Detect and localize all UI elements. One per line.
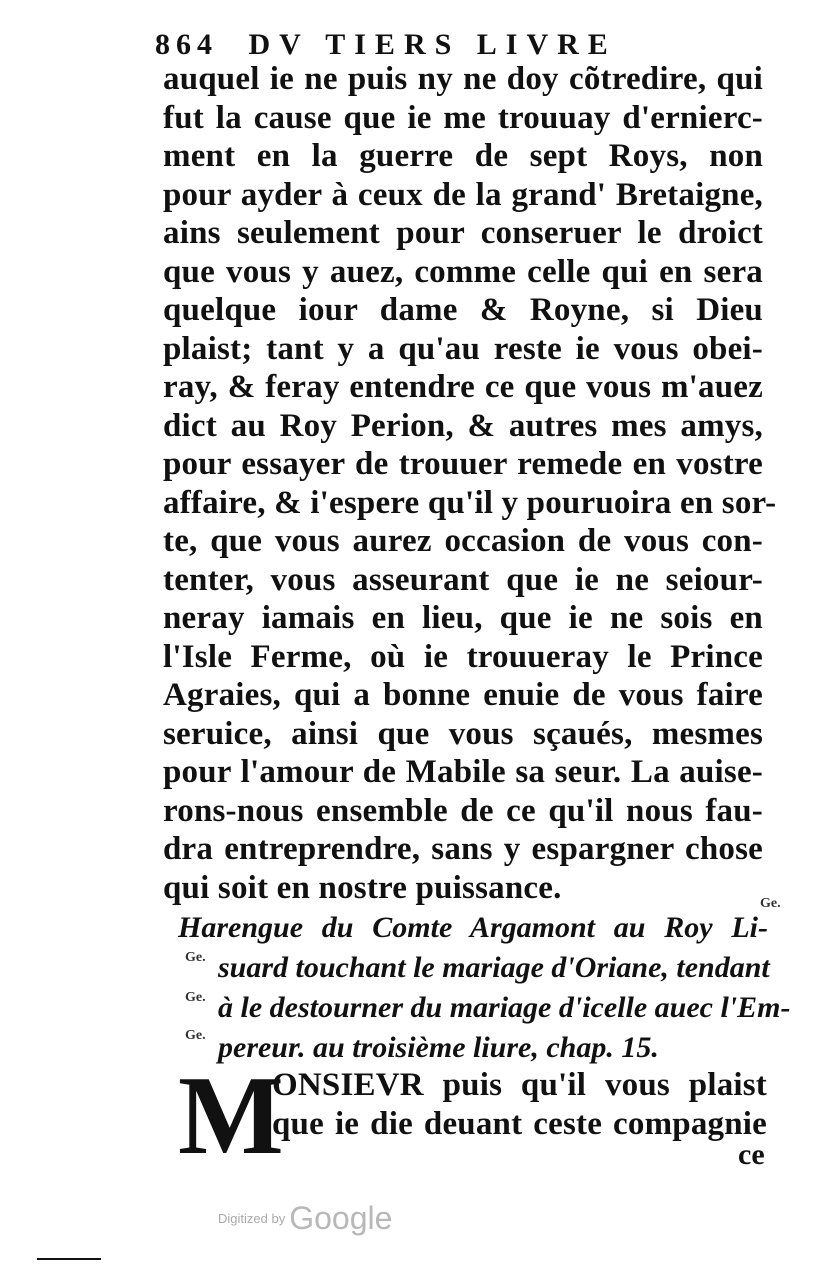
opening-paragraph — [272, 1066, 767, 1143]
text-line: dict au Roy Perion, & autres mes amys, — [163, 407, 763, 444]
text-line: seruice, ainsi que vous sçaués, mesmes — [163, 715, 763, 752]
text-line: tenter, vous asseurant que ie ne seiour- — [163, 561, 763, 598]
text-line: rons-nous ensemble de ce qu'il nous fau- — [163, 792, 763, 829]
text-line: ONSIEVR puis qu'il vous plaist — [272, 1067, 767, 1103]
margin-note: Ge. — [185, 1028, 206, 1043]
text-line: que vous y auez, comme celle qui en sera — [163, 253, 763, 290]
heading-line: pereur. au troisième liure, chap. 15. — [218, 1031, 659, 1064]
heading-line: à le destourner du mariage d'icelle auec l'Em- — [218, 991, 791, 1024]
text-line: ment en la guerre de sept Roys, non — [163, 138, 763, 174]
text-line: qui soit en nostre puissance. — [163, 869, 562, 906]
footer-rule — [37, 1258, 101, 1260]
section-heading — [178, 908, 791, 1068]
running-title: DV TIERS LIVRE — [248, 28, 617, 61]
margin-note: Ge. — [185, 950, 206, 965]
page-number: 864 — [155, 28, 218, 61]
heading-line: Harengue du Comte Argamont au Roy Li- — [178, 911, 768, 944]
digitized-by-label: Digitized by — [218, 1211, 286, 1226]
text-line: auquel ie ne puis ny ne doy cõtredire, qui — [163, 61, 763, 97]
text-line: te, que vous aurez occasion de vous con- — [163, 523, 763, 559]
drop-capital: M — [178, 1054, 284, 1178]
text-line: affaire, & i'espere qu'il y pouruoira en sor- — [163, 484, 777, 521]
margin-note: Ge. — [185, 990, 206, 1005]
digitization-watermark — [218, 1200, 392, 1237]
google-logo: Google — [289, 1200, 393, 1236]
text-line: plaist; tant y a qu'au reste ie vous obei- — [163, 330, 763, 367]
text-line: que ie die deuant ceste compagnie — [272, 1105, 767, 1142]
text-line: Agraies, qui a bonne enuie de vous faire — [163, 677, 763, 713]
heading-line: suard touchant le mariage d'Oriane, tendant — [218, 951, 770, 984]
text-line: pour ayder à ceux de la grand' Bretaigne, — [163, 176, 763, 213]
text-line: pour l'amour de Mabile sa seur. La auise- — [163, 754, 763, 790]
text-line: dra entreprendre, sans y espargner chose — [163, 831, 763, 867]
text-line: l'Isle Ferme, où ie trouueray le Prince — [163, 638, 763, 675]
text-line: neray iamais en lieu, que ie ne sois en — [163, 600, 763, 636]
margin-note: Ge. — [760, 896, 781, 911]
text-line: pour essayer de trouuer remede en vostre — [163, 446, 763, 482]
text-line: fut la cause que ie me trouuay d'ernierc- — [163, 99, 763, 136]
text-line: ains seulement pour conseruer le droict — [163, 215, 763, 251]
text-line: quelque iour dame & Royne, si Dieu — [163, 292, 763, 328]
catchword: ce — [738, 1138, 765, 1171]
text-line: ray, & feray entendre ce que vous m'auez — [163, 369, 763, 405]
